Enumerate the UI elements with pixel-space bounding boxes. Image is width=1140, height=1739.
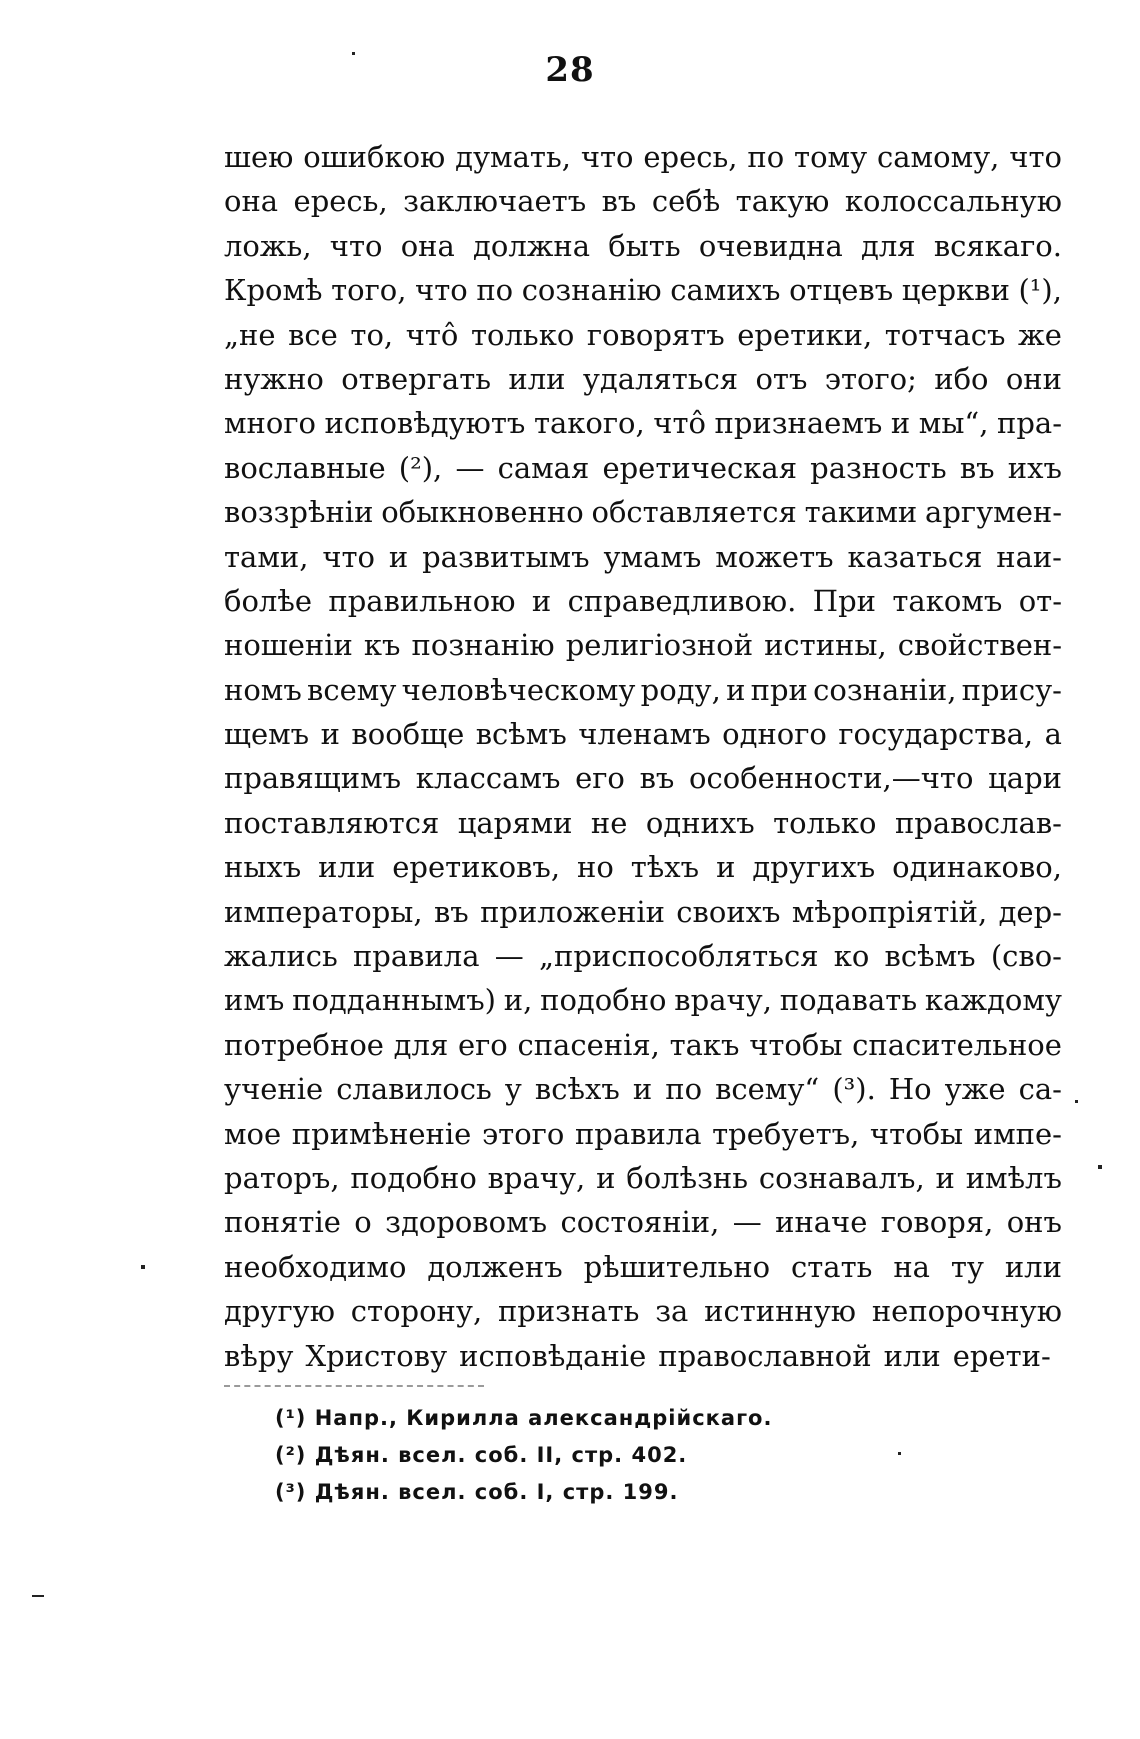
- word: номъ: [224, 672, 302, 707]
- word: церкви: [901, 273, 1010, 308]
- word: стать: [791, 1249, 873, 1284]
- word: познанію: [411, 628, 555, 663]
- word: ныхъ: [224, 850, 302, 885]
- word: раторъ,: [224, 1160, 340, 1195]
- word: особенности,—что: [689, 761, 974, 796]
- word: еретическая: [602, 450, 797, 485]
- word: для: [393, 1027, 449, 1062]
- word: чтобы: [869, 1116, 964, 1151]
- word: ересь,: [293, 184, 388, 219]
- word: славилось: [336, 1072, 492, 1107]
- text-line: [224, 179, 1062, 223]
- word: здоровомъ: [385, 1205, 548, 1240]
- word: ложь,: [224, 228, 312, 263]
- word: другихъ: [752, 850, 876, 885]
- word: рѣшительно: [583, 1249, 771, 1284]
- text-line: [224, 357, 1062, 401]
- word: что: [322, 539, 375, 574]
- word: импе-: [973, 1116, 1062, 1151]
- word: для: [861, 228, 916, 263]
- word: наи-: [996, 539, 1062, 574]
- word: мы“,: [918, 406, 989, 441]
- word: его: [575, 761, 625, 796]
- word: „приспособляться: [538, 939, 819, 974]
- word: непорочную: [871, 1294, 1062, 1329]
- word: имъ: [224, 983, 285, 1018]
- word: государства,: [838, 717, 1034, 752]
- text-line: [224, 978, 1062, 1022]
- word: только: [773, 805, 877, 840]
- word: очевидна: [698, 228, 843, 263]
- word: —: [732, 1205, 762, 1240]
- word: говоря,: [880, 1205, 994, 1240]
- word: то,: [350, 317, 394, 352]
- word: и: [716, 850, 736, 885]
- text-line: [224, 756, 1062, 800]
- text-line: [224, 1067, 1062, 1111]
- word: и: [632, 1072, 653, 1107]
- word: са-: [1018, 1072, 1062, 1107]
- scan-speck: [1075, 1100, 1078, 1103]
- scan-speck: [352, 52, 355, 55]
- word: сознавалъ,: [758, 1160, 925, 1195]
- word: по: [476, 273, 514, 308]
- word: колоссальную: [844, 184, 1062, 219]
- footnote-separator: [224, 1385, 484, 1387]
- word: или: [508, 361, 566, 396]
- word: думать,: [455, 140, 571, 174]
- word: шею: [224, 140, 294, 174]
- text-line: [224, 1245, 1062, 1289]
- word: все: [288, 317, 338, 352]
- word: имѣлъ: [965, 1160, 1062, 1195]
- word: ересь,: [643, 140, 738, 174]
- word: она: [224, 184, 279, 219]
- word: того,: [331, 273, 407, 308]
- word: его: [457, 1027, 508, 1062]
- body-text: [224, 135, 1062, 1378]
- text-line: [224, 1200, 1062, 1244]
- text-line: [224, 712, 1062, 756]
- word: православной: [658, 1338, 872, 1373]
- word: такими: [804, 495, 918, 530]
- word: и: [596, 1160, 616, 1195]
- word: одинаково,: [892, 850, 1062, 885]
- word: должна: [473, 228, 591, 263]
- word: онъ: [1006, 1205, 1062, 1240]
- word: человѣческому: [401, 672, 636, 707]
- word: тотчасъ: [884, 317, 1006, 352]
- word: Но: [888, 1072, 932, 1107]
- word: —: [494, 939, 524, 974]
- word: можетъ: [715, 539, 834, 574]
- word: (¹),: [1018, 273, 1062, 308]
- word: тами,: [224, 539, 309, 574]
- word: состояніи,: [560, 1205, 720, 1240]
- word: роду,: [640, 672, 721, 707]
- footnote-2: (²) Дѣян. всел. соб. II, стр. 402.: [275, 1443, 688, 1467]
- word: еретики,: [737, 317, 873, 352]
- word: щемъ: [224, 717, 310, 752]
- word: и: [388, 539, 409, 574]
- word: императоры,: [224, 894, 423, 929]
- text-line: [224, 668, 1062, 712]
- word: воззрѣніи: [224, 495, 374, 530]
- word: о: [354, 1205, 372, 1240]
- word: вославные: [224, 450, 386, 485]
- word: истины,: [764, 628, 887, 663]
- scan-speck: [1098, 1165, 1102, 1169]
- word: и: [531, 583, 552, 618]
- word: она: [400, 228, 455, 263]
- word: говорятъ: [586, 317, 725, 352]
- word: вѣру: [224, 1338, 294, 1373]
- word: всѣмъ: [884, 939, 976, 974]
- word: сознанію: [521, 273, 662, 308]
- word: и: [890, 406, 911, 441]
- word: ихъ: [1007, 450, 1062, 485]
- word: понятіе: [224, 1205, 341, 1240]
- word: необходимо: [224, 1249, 407, 1284]
- text-line: [224, 801, 1062, 845]
- word: приложеніи: [480, 894, 665, 929]
- word: религіозной: [565, 628, 754, 663]
- word: пра-: [997, 406, 1062, 441]
- word: а: [1044, 717, 1062, 752]
- word: на: [893, 1249, 930, 1284]
- word: Христову: [305, 1338, 448, 1373]
- word: членамъ: [578, 717, 711, 752]
- word: въ: [601, 184, 637, 219]
- word: всѣмъ: [475, 717, 567, 752]
- word: царями: [457, 805, 573, 840]
- word: много: [224, 406, 316, 441]
- word: чтобы: [749, 1027, 843, 1062]
- word: разность: [810, 450, 947, 485]
- word: признаемъ: [714, 406, 883, 441]
- word: самая: [497, 450, 590, 485]
- word: своихъ: [676, 894, 781, 929]
- word: спасительное: [852, 1027, 1062, 1062]
- word: правила: [352, 939, 480, 974]
- text-line: [224, 313, 1062, 357]
- word: аргумен-: [925, 495, 1062, 530]
- word: нужно: [224, 361, 324, 396]
- word: сознаніи,: [813, 672, 957, 707]
- word: не: [590, 805, 628, 840]
- word: по: [747, 140, 785, 174]
- text-line: [224, 934, 1062, 978]
- text-line: [224, 1112, 1062, 1156]
- word: мѣропріятій,: [791, 894, 988, 929]
- word: и: [935, 1160, 955, 1195]
- word: всѣхъ: [534, 1072, 620, 1107]
- word: поставляются: [224, 805, 440, 840]
- word: иначе: [775, 1205, 868, 1240]
- word: отцевъ: [789, 273, 894, 308]
- word: исповѣданіе: [459, 1338, 647, 1373]
- word: они: [1005, 361, 1062, 396]
- footnote-3: (³) Дѣян. всел. соб. I, стр. 199.: [275, 1480, 679, 1504]
- word: исповѣдуютъ: [324, 406, 526, 441]
- word: что̂: [653, 406, 706, 441]
- word: или: [1004, 1249, 1062, 1284]
- word: ко: [833, 939, 870, 974]
- word: каждому: [924, 983, 1062, 1018]
- word: дер-: [998, 894, 1062, 929]
- word: однихъ: [645, 805, 755, 840]
- word: ибо: [934, 361, 989, 396]
- word: или: [883, 1338, 941, 1373]
- word: вообще: [351, 717, 465, 752]
- word: При: [812, 583, 876, 618]
- word: истинную: [704, 1294, 857, 1329]
- word: отъ: [755, 361, 808, 396]
- word: за: [655, 1294, 689, 1329]
- word: по: [665, 1072, 703, 1107]
- text-line: [224, 579, 1062, 623]
- word: подобно: [350, 1160, 477, 1195]
- word: такомъ: [892, 583, 1003, 618]
- word: тому: [794, 140, 868, 174]
- text-line: [224, 1334, 1062, 1378]
- word: но: [577, 850, 614, 885]
- word: болѣе: [224, 583, 312, 618]
- word: что̂: [405, 317, 459, 352]
- word: (³).: [832, 1072, 876, 1107]
- word: спасенія,: [517, 1027, 660, 1062]
- text-line: [224, 1023, 1062, 1067]
- word: признать: [497, 1294, 640, 1329]
- word: —: [455, 450, 485, 485]
- word: „не: [224, 317, 276, 352]
- word: справедливою.: [567, 583, 797, 618]
- scan-speck: [141, 1265, 145, 1269]
- word: заключаетъ: [403, 184, 587, 219]
- text-line: [224, 1289, 1062, 1333]
- word: свойствен-: [897, 628, 1062, 663]
- word: при: [750, 672, 808, 707]
- text-line: [224, 268, 1062, 312]
- scan-speck: [898, 1452, 901, 1455]
- word: цари: [988, 761, 1062, 796]
- word: обставляется: [591, 495, 797, 530]
- word: уже: [944, 1072, 1006, 1107]
- footnote-1: (¹) Напр., Кирилла александрійскаго.: [275, 1406, 773, 1430]
- word: или: [318, 850, 376, 885]
- word: долженъ: [427, 1249, 563, 1284]
- word: что: [1009, 140, 1062, 174]
- page-number: 28: [545, 50, 595, 90]
- text-line: [224, 490, 1062, 534]
- word: умамъ: [603, 539, 702, 574]
- word: и: [726, 672, 746, 707]
- scan-speck: [32, 1595, 44, 1597]
- word: всякаго.: [933, 228, 1062, 263]
- word: потребное: [224, 1027, 384, 1062]
- word: этого: [481, 1116, 565, 1151]
- word: мое: [224, 1116, 282, 1151]
- word: правила: [574, 1116, 702, 1151]
- word: еретиковъ,: [392, 850, 561, 885]
- word: всему“: [715, 1072, 820, 1107]
- word: сторону,: [350, 1294, 483, 1329]
- word: что: [415, 273, 468, 308]
- word: себѣ: [651, 184, 721, 219]
- word: врачу,: [674, 983, 772, 1018]
- word: правящимъ: [224, 761, 402, 796]
- word: требуетъ,: [712, 1116, 860, 1151]
- word: одного: [722, 717, 827, 752]
- word: такъ: [669, 1027, 740, 1062]
- text-line: [224, 1156, 1062, 1200]
- text-line: [224, 224, 1062, 268]
- word: удаляться: [582, 361, 739, 396]
- word: правильною: [328, 583, 516, 618]
- word: классамъ: [415, 761, 561, 796]
- word: въ: [639, 761, 675, 796]
- word: (²),: [398, 450, 443, 485]
- word: и: [320, 717, 340, 752]
- word: болѣзнь: [626, 1160, 749, 1195]
- word: ученіе: [224, 1072, 324, 1107]
- word: подавать: [779, 983, 918, 1018]
- word: другую: [224, 1294, 335, 1329]
- word: тѣхъ: [630, 850, 700, 885]
- word: въ: [433, 894, 469, 929]
- word: и,: [503, 983, 533, 1018]
- word: же: [1018, 317, 1062, 352]
- text-line: [224, 135, 1062, 179]
- word: Кромѣ: [224, 273, 323, 308]
- word: православ-: [894, 805, 1062, 840]
- word: подобно: [540, 983, 667, 1018]
- word: обыкновенно: [381, 495, 584, 530]
- word: ошибкою: [303, 140, 446, 174]
- word: что: [580, 140, 634, 174]
- text-line: [224, 535, 1062, 579]
- word: примѣненіе: [291, 1116, 472, 1151]
- word: что: [329, 228, 383, 263]
- word: къ: [363, 628, 401, 663]
- text-line: [224, 845, 1062, 889]
- word: самихъ: [670, 273, 781, 308]
- word: отвергать: [341, 361, 492, 396]
- word: подданнымъ): [292, 983, 496, 1018]
- text-line: [224, 623, 1062, 667]
- text-line: [224, 401, 1062, 445]
- footnotes: [275, 1400, 975, 1511]
- word: такую: [735, 184, 830, 219]
- word: от-: [1018, 583, 1062, 618]
- word: жались: [224, 939, 338, 974]
- word: быть: [608, 228, 681, 263]
- word: развитымъ: [422, 539, 590, 574]
- word: самому,: [877, 140, 1000, 174]
- word: ту: [950, 1249, 984, 1284]
- word: у: [504, 1072, 522, 1107]
- word: ерети-: [952, 1338, 1051, 1373]
- text-line: [224, 446, 1062, 490]
- word: ношеніи: [224, 628, 353, 663]
- word: этого;: [824, 361, 917, 396]
- word: казаться: [847, 539, 983, 574]
- word: всему: [307, 672, 397, 707]
- word: такого,: [533, 406, 645, 441]
- word: прису-: [961, 672, 1062, 707]
- word: (сво-: [990, 939, 1062, 974]
- word: врачу,: [487, 1160, 586, 1195]
- word: только: [470, 317, 575, 352]
- text-line: [224, 890, 1062, 934]
- word: въ: [959, 450, 995, 485]
